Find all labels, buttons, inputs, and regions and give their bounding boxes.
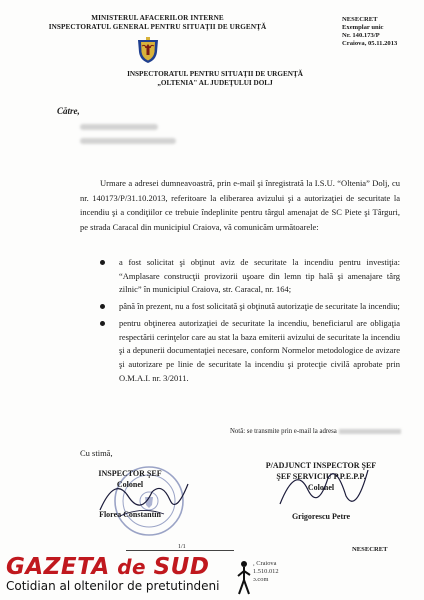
classification-bottom: NESECRET (352, 546, 388, 553)
redacted-recipient-email (80, 138, 176, 144)
letter-bullet-list (100, 256, 400, 388)
page-number: 1/1 (178, 544, 186, 550)
signer-title: INSPECTOR ŞEF (98, 469, 162, 478)
copy-type: Exemplar unic (342, 24, 384, 31)
handwritten-signature-right-icon (268, 460, 378, 520)
sub-letterhead (40, 70, 390, 88)
walking-figure-icon (234, 560, 254, 596)
masthead-title-part-2: de (109, 555, 154, 579)
masthead-tagline: Cotidian al oltenilor de pretutindeni (6, 579, 220, 593)
signer-title-line-2: ŞEF SERVICIU P.P.E.P.P. (276, 472, 366, 481)
letterhead-left (40, 14, 275, 32)
footer-address (253, 560, 279, 584)
footer-address-line-3: ɔ.com (253, 576, 269, 583)
letter-intro-paragraph: Urmare a adresei dumneavoastră, prin e-mail şi înregistrată la I.S.U. “Oltenia” Dolj, cu nr. 140173/P/31.10.2013, referitoare la eliberarea avizului şi a autorizaţiei de securitate la incendiu şi a condiţiilor ce trebuie îndeplinite pentru târgul amenajat de SC Piete şi Târguri, pe strada Caracal din municipiul Craiova, vă comunicăm următoarele: (80, 178, 400, 232)
footer-address-line-2: 1.510.012 (253, 568, 279, 575)
signer-name: Grigorescu Petre (291, 512, 351, 521)
inspectorate-name: INSPECTORATUL GENERAL PENTRU SITUAŢII DE URGENŢĂ (48, 23, 267, 31)
list-item: pentru obţinerea autorizaţiei de securitate la incendiu, beneficiarul are obligaţia respectării cerinţelor care au stat la baza emiterii avizului de securitate la incendiu şi a depunerii documentaţiei necesare, conform Normelor metodologice de avizare şi autorizare pe linie de securitate la incendiu şi protecţie civilă aprobate prin O.M.A.I. nr. 3/2011. (100, 317, 400, 386)
ministry-name: MINISTERUL AFACERILOR INTERNE (91, 14, 224, 22)
signer-name: Florea Constantin (99, 510, 161, 519)
masthead-title (6, 555, 209, 579)
closing: Cu stimă, (80, 448, 113, 458)
note-text: Notă: se transmite prin e-mail la adresa (230, 428, 337, 435)
salutation: Către, (57, 106, 80, 116)
redacted-email (339, 429, 401, 434)
signer-rank: Colonel (307, 483, 335, 492)
registration-number: Nr. 140.173/P (342, 32, 380, 39)
footer-address-line-1: , Craiova (253, 560, 277, 567)
footer-rule (126, 550, 234, 551)
sub-letterhead-line-2: „OLTENIA" AL JUDEŢULUI DOLJ (157, 79, 273, 87)
list-item: până în prezent, nu a fost solicitată şi obţinută autorizaţie de securitate la incendiu; (100, 300, 400, 314)
handwritten-signature-left-icon (90, 470, 200, 530)
romanian-coat-of-arms-icon (136, 36, 160, 64)
place-date: Craiova, 05.11.2013 (342, 40, 398, 47)
sub-letterhead-line-1: INSPECTORATUL PENTRU SITUAŢII DE URGENŢĂ (127, 70, 303, 78)
redacted-recipient-name (80, 124, 158, 130)
letterhead-right (342, 16, 422, 48)
masthead-title-part-3: SUD (153, 554, 210, 580)
signer-title-line-1: P/ADJUNCT INSPECTOR ŞEF (265, 461, 377, 470)
list-item: a fost solicitat şi obţinut aviz de securitate la incendiu pentru investiţia: “Amplasare construcţii provizorii uşoare din lemn tip hală şi amenajare târg zilnic” în municipiul Craiova, str. Caracal, nr. 164; (100, 256, 400, 297)
newspaper-masthead (6, 555, 250, 598)
classification-top: NESECRET (342, 16, 378, 23)
signer-rank: Colonel (116, 480, 144, 489)
distribution-note (230, 428, 401, 435)
masthead-title-part-1: GAZETA (6, 554, 110, 580)
